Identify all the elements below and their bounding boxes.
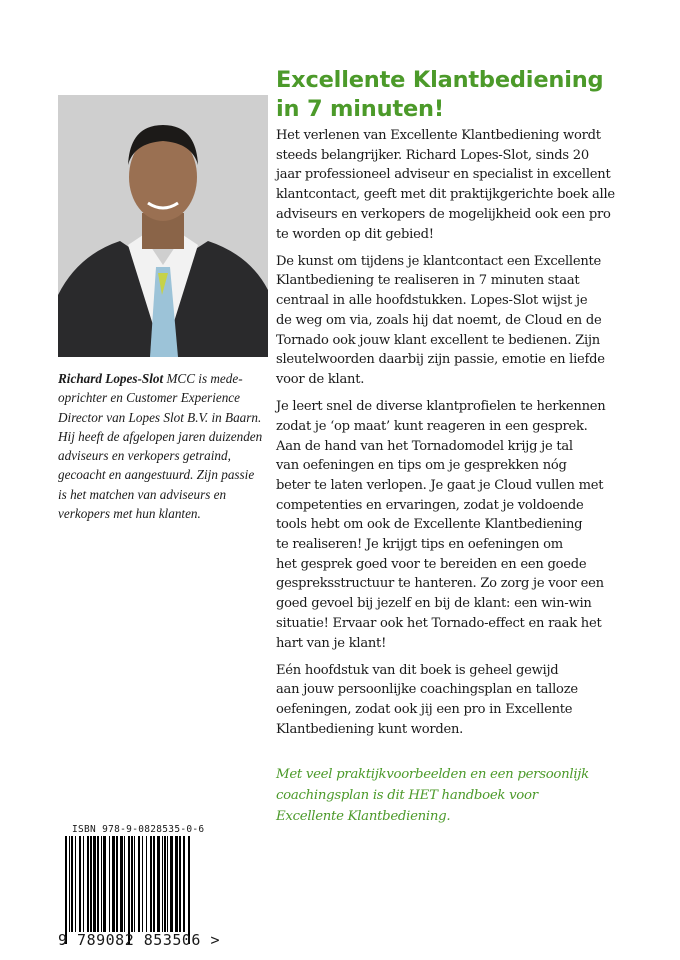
barcode-bar (90, 836, 92, 932)
bio-line: Hij heeft de afgelopen jaren duizenden (58, 428, 263, 444)
paragraph-line: te worden op dit gebied! (276, 226, 434, 242)
paragraph-line: van oefeningen en tips om je gesprekken nóg (276, 458, 567, 474)
paragraph-line: Het verlenen van Excellente Klantbediening wordt (276, 128, 601, 143)
barcode-bar (142, 836, 143, 932)
paragraph-line: te realiseren! Je krijgt tips en oefeningen om (276, 537, 563, 553)
paragraph-line: centraal in alle hoofdstukken. Lopes-Slot wijst je (276, 293, 588, 309)
barcode-bar (116, 836, 118, 932)
paragraph-line: situatie! Ervaar ook het Tornado-effect en raak het (276, 615, 602, 631)
barcode-bar (188, 836, 190, 944)
paragraph-line: oefeningen, zodat ook jij een pro in Excellente (276, 702, 573, 718)
blurb (276, 126, 676, 747)
barcode-bar (146, 836, 147, 932)
bio-line: Director van Lopes Slot B.V. in Baarn. (58, 409, 262, 425)
barcode-bar (183, 836, 185, 932)
barcode-bar (93, 836, 96, 932)
paragraph-line: gespreksstructuur te hanteren. Zo zorg je voor een (276, 576, 604, 592)
title-line: in 7 minuten! (276, 96, 444, 122)
paragraph-line: sleutelwoorden daarbij zijn passie, emotie en liefde (276, 352, 605, 368)
barcode-bar (124, 836, 125, 932)
paragraph-line: Aan de hand van het Tornadomodel krijg je tal (276, 438, 573, 454)
isbn-label: ISBN 978-9-0828535-0-6 (72, 824, 205, 835)
paragraph (276, 126, 676, 244)
barcode-bar (153, 836, 155, 932)
barcode-bar (164, 836, 166, 932)
paragraph (276, 661, 676, 740)
barcode-bar (97, 836, 99, 932)
paragraph-line: de weg om via, zoals hij dat noemt, de Cloud en de (276, 312, 602, 328)
paragraph-line: voor de klant. (276, 371, 365, 387)
barcode-bar (103, 836, 106, 932)
tagline-line: Met veel praktijkvoorbeelden en een persoonlijk (276, 767, 589, 782)
paragraph-line: Tornado ook jouw klant excellent te bedienen. Zijn (276, 332, 600, 348)
paragraph-line: jaar professioneel adviseur en specialist in excellent (276, 167, 611, 183)
bio-line: oprichter en Customer Experience (58, 390, 241, 406)
paragraph-line: De kunst om tijdens je klantcontact een Excellente (276, 253, 602, 269)
barcode-bar (167, 836, 168, 932)
barcode-bar (175, 836, 178, 932)
bio-line: MCC is mede- (163, 371, 243, 386)
barcode-bar (112, 836, 115, 932)
barcode-digits: 9 789082 853506 > (58, 931, 221, 949)
barcode-bar (87, 836, 89, 932)
paragraph-line: steeds belangrijker. Richard Lopes-Slot, sinds 20 (276, 147, 589, 163)
paragraph (276, 397, 676, 653)
barcode-bar (65, 836, 67, 944)
author-bio (58, 369, 273, 523)
barcode-bar (150, 836, 152, 932)
paragraph-line: klantcontact, geeft met dit praktijkgerichte boek alle (276, 187, 615, 203)
barcode-bar (157, 836, 160, 932)
barcode-bar (179, 836, 181, 932)
barcode-bar (69, 836, 70, 932)
barcode-bar (162, 836, 163, 932)
barcode-bar (131, 836, 133, 932)
barcode-bar (120, 836, 123, 932)
paragraph-line: competenties en ervaringen, zodat je voldoende (276, 497, 584, 513)
barcode-bar (138, 836, 140, 932)
tagline (276, 764, 589, 827)
barcode-bar (170, 836, 173, 932)
paragraph-line: aan jouw persoonlijke coachingsplan en talloze (276, 682, 578, 698)
title-line: Excellente Klantbediening (276, 67, 604, 93)
paragraph-line: hart van je klant! (276, 635, 387, 651)
paragraph-line: beter te laten verlopen. Je gaat je Cloud vullen met (276, 477, 604, 493)
paragraph-line: Klantbediening te realiseren in 7 minuten staat (276, 273, 580, 289)
barcode-bar (83, 836, 84, 932)
bio-line: gecoacht en aangestuurd. Zijn passie (58, 467, 255, 483)
author-photo (58, 95, 268, 357)
author-name: Richard Lopes-Slot (58, 371, 164, 386)
paragraph-line: adviseurs en verkopers de mogelijkheid ook een pro (276, 206, 611, 222)
bio-line: adviseurs en verkopers getraind, (58, 448, 231, 464)
paragraph-line: zodat je ‘op maat’ kunt reageren in een gesprek. (276, 418, 588, 434)
tagline-line: coachingsplan is dit HET handboek voor (276, 788, 538, 803)
paragraph-line: goed gevoel bij jezelf en bij de klant: een win-win (276, 596, 592, 612)
bio-line: verkopers met hun klanten. (58, 506, 201, 522)
barcode-bar (109, 836, 110, 932)
barcode-bar (101, 836, 102, 932)
barcode-bar (75, 836, 76, 932)
paragraph-line: tools hebt om ook de Excellente Klantbediening (276, 517, 583, 533)
barcode-bar (134, 836, 135, 932)
barcode-bar (128, 836, 130, 944)
tagline-line: Excellente Klantbediening. (276, 809, 451, 824)
paragraph-line: Eén hoofdstuk van dit boek is geheel gewijd (276, 662, 559, 678)
barcode-bar (79, 836, 81, 932)
bio-line: is het matchen van adviseurs en (58, 486, 227, 502)
paragraph-line: Klantbediening kunt worden. (276, 721, 464, 737)
barcode-bar (71, 836, 73, 932)
paragraph (276, 252, 676, 390)
book-title (276, 66, 603, 124)
paragraph-line: het gesprek goed voor te bereiden en een goede (276, 556, 587, 572)
paragraph-line: Je leert snel de diverse klantprofielen te herkennen (276, 399, 606, 415)
